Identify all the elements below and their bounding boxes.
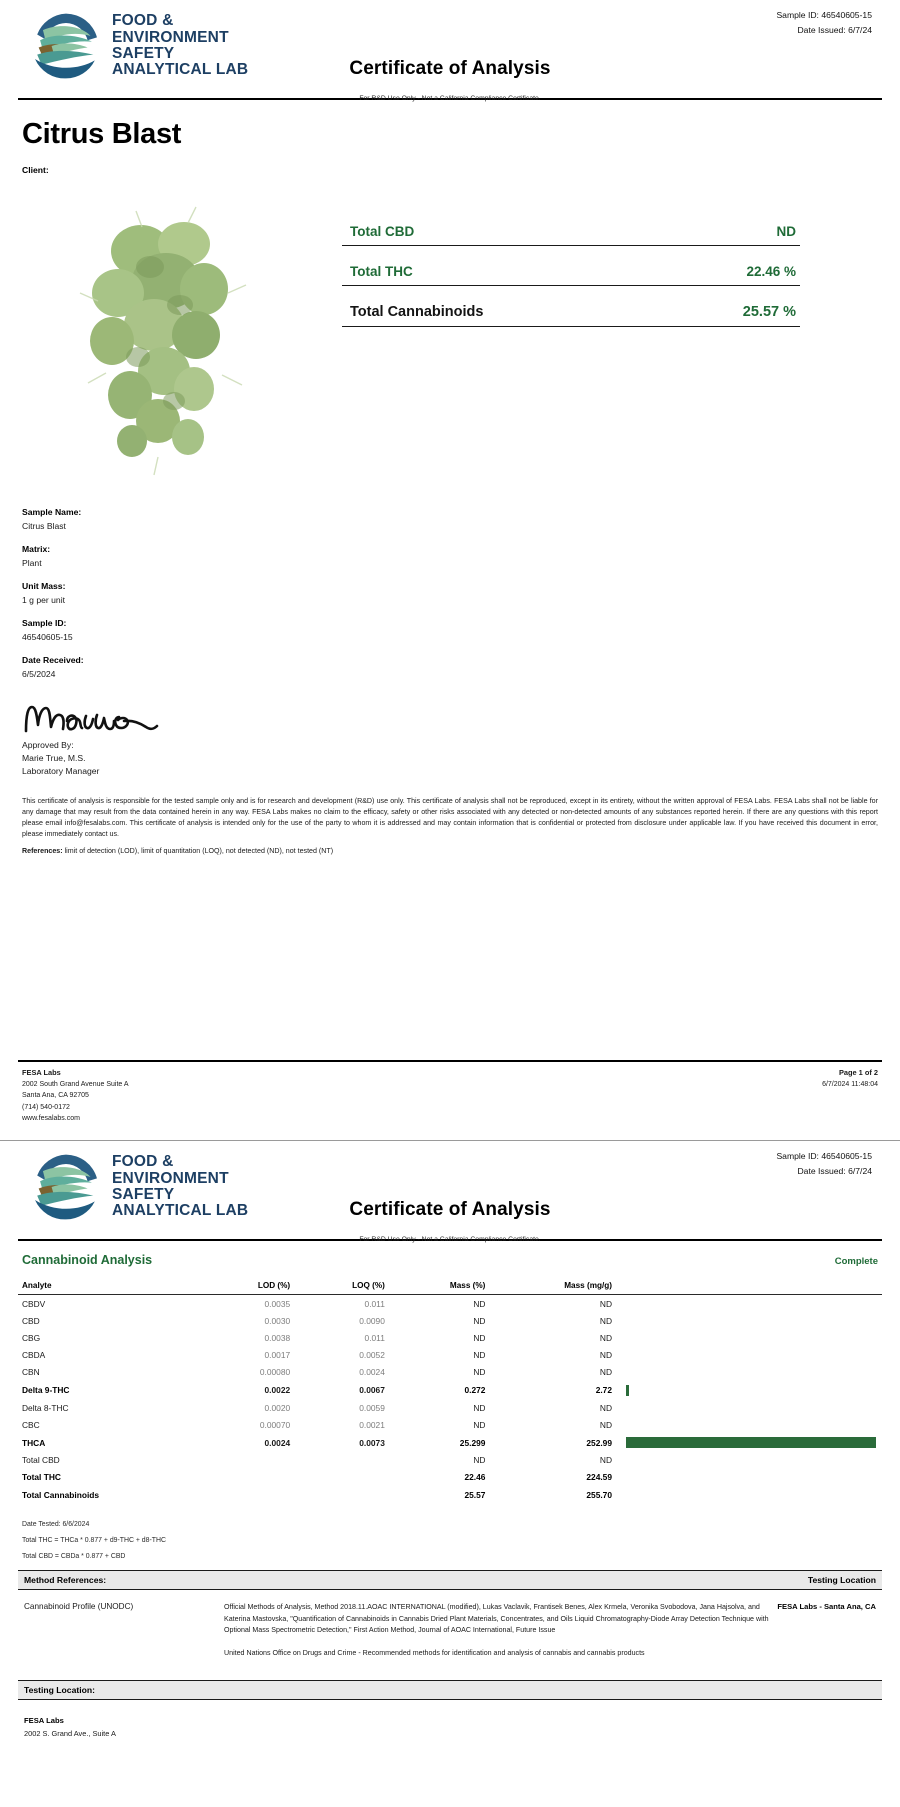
value-bar: [626, 1437, 876, 1448]
testing-lab-address: 2002 S. Grand Ave., Suite A: [24, 1729, 116, 1739]
cell-analyte: THCA: [22, 1437, 46, 1448]
cell-loq: 0.0021: [359, 1419, 385, 1430]
sample-fields: [22, 507, 318, 679]
page-title-page-2: Certificate of Analysis: [349, 1199, 551, 1220]
cell-mass-mgg: ND: [599, 1402, 612, 1413]
cell-mass-pct: 0.272: [464, 1385, 486, 1396]
method-paragraph-1: Official Methods of Analysis, Method 2018.11.AOAC INTERNATIONAL (modified), Lukas Vaclavik, Frantisek Benes, Alex Krmela, Veronika Svobodova, Jana Hajsolva, and Katerina Mastovska, "Quantification of Cannabinoids in Cannabis Dried Plant Materials, Concentrates, and Oils Liquid Chromatography-Diode Array Detection Technique with Optional Mass Spectrometric Detection," First Action Method, Journal of AOAC International, Future Issue: [224, 1603, 769, 1635]
cell-mass-mgg: ND: [599, 1332, 612, 1343]
cell-lod: [202, 1486, 296, 1503]
col-mass-pct: Mass (%): [391, 1281, 492, 1295]
cell-lod: 0.0022: [264, 1385, 291, 1396]
field-value: Citrus Blast: [22, 521, 66, 531]
cannabinoid-table-body: [18, 1295, 882, 1504]
field-value: 1 g per unit: [22, 595, 65, 605]
summary-table: [342, 219, 800, 327]
field-label: Matrix:: [22, 544, 51, 554]
cell-loq: [296, 1486, 391, 1503]
cell-bar: [618, 1381, 882, 1399]
brand-line-1: FOOD &: [112, 12, 174, 30]
cannabinoid-section-header: [18, 1253, 882, 1267]
header-date-issued: Date Issued: 6/7/24: [797, 25, 872, 36]
cell-mass-mgg: ND: [599, 1350, 612, 1361]
header-sample-meta: [776, 8, 872, 38]
rnd-disclaimer-note-page-2: For R&D Use Only - Not a California Compliance Certificate.: [359, 1236, 541, 1243]
field-matrix: [22, 544, 318, 568]
cell-lod: [202, 1452, 296, 1469]
summary-row-total-cannabinoids: [342, 299, 800, 327]
footer-website[interactable]: www.fesalabs.com: [22, 1114, 80, 1122]
footer-address-1: 2002 South Grand Avenue Suite A: [22, 1081, 129, 1089]
field-sample-id: [22, 618, 318, 642]
cell-mass-mgg: ND: [599, 1455, 612, 1466]
footer-divider: [18, 1060, 882, 1062]
table-row: [18, 1295, 882, 1313]
cell-mass-mgg: 255.70: [586, 1489, 612, 1500]
cell-mass-mgg: 224.59: [586, 1472, 612, 1483]
col-lod: LOD (%): [202, 1281, 296, 1295]
cell-analyte: CBDA: [22, 1350, 46, 1361]
cell-loq: [296, 1452, 391, 1469]
section-title: Cannabinoid Analysis: [22, 1253, 153, 1267]
col-analyte: Analyte: [18, 1281, 202, 1295]
cell-mass-pct: ND: [473, 1419, 486, 1430]
field-value: Plant: [22, 558, 42, 568]
cell-mass-pct: ND: [473, 1315, 486, 1326]
cell-bar: [618, 1469, 882, 1486]
table-row: [18, 1312, 882, 1329]
brand-line-2: ENVIRONMENT: [112, 28, 229, 46]
summary-row-total-thc: [342, 259, 800, 286]
summary-value: 22.46 %: [746, 264, 796, 279]
cell-loq: 0.011: [364, 1332, 385, 1343]
rnd-disclaimer-note: For R&D Use Only - Not a California Compliance Certificate.: [359, 95, 541, 102]
cell-mass-mgg: ND: [599, 1367, 612, 1378]
field-label: Sample Name:: [22, 507, 82, 517]
signature-icon: [20, 701, 170, 737]
cell-analyte: CBD: [22, 1315, 40, 1326]
approver-name: Marie True, M.S.: [22, 753, 86, 763]
table-row: [18, 1452, 882, 1469]
disclaimer-text: This certificate of analysis is responsible for the tested sample only and is for research and development (R&D) use only. This certificate of analysis shall not be reproduced, except in its entirety, without the written approval of FESA Labs. FESA Labs shall not be liable for any damage that may result from the data contained herein in any way. FESA Labs makes no claim to the efficacy, safety or other risks associated with any detected or non-detected amounts of any substances reported herein. If there are any questions with this report please email info@fesalabs.com. This certificate of analysis is intended only for the use of the party to whom it is addressed and may contain information that is confidential or protected from disclosure under applicable law. If you have received this document in error, please immediately contact us.: [22, 797, 878, 838]
cell-lod: 0.0017: [264, 1350, 291, 1361]
brand-line-4: ANALYTICAL LAB: [112, 1202, 249, 1220]
cell-bar: [618, 1329, 882, 1346]
cell-mass-pct: ND: [473, 1402, 486, 1413]
field-value: 6/5/2024: [22, 669, 56, 679]
field-label: Date Received:: [22, 655, 84, 665]
method-description: [224, 1602, 769, 1670]
cell-mass-pct: 25.299: [459, 1437, 486, 1448]
testing-location-title: Testing Location:: [24, 1685, 95, 1696]
table-row: [18, 1416, 882, 1433]
summary-value: ND: [776, 224, 796, 239]
table-row: [18, 1434, 882, 1452]
right-column: [318, 189, 882, 776]
cell-analyte: Total THC: [22, 1472, 61, 1483]
cell-mass-mgg: ND: [599, 1315, 612, 1326]
cell-bar: [618, 1347, 882, 1364]
brand-line-3: SAFETY: [112, 1186, 175, 1203]
cell-lod: 0.0024: [264, 1437, 291, 1448]
cell-lod: 0.0020: [264, 1402, 291, 1413]
brand-line-1: FOOD &: [112, 1153, 174, 1171]
field-value: 46540605-15: [22, 632, 73, 642]
table-row: [18, 1399, 882, 1416]
field-label: Sample ID:: [22, 618, 67, 628]
field-date-received: [22, 655, 318, 679]
cell-analyte: CBG: [22, 1332, 41, 1343]
calculation-notes: [22, 1521, 882, 1560]
cell-analyte: Total CBD: [22, 1455, 60, 1466]
cell-mass-pct: 25.57: [464, 1489, 486, 1500]
testing-lab-name: FESA Labs: [24, 1716, 64, 1726]
cell-mass-pct: ND: [473, 1455, 486, 1466]
method-testing-location: FESA Labs - Santa Ana, CA: [777, 1602, 876, 1612]
cell-mass-pct: ND: [473, 1298, 486, 1309]
brand-line-2: ENVIRONMENT: [112, 1169, 229, 1187]
summary-label: Total THC: [350, 264, 413, 279]
col-mass-mgg: Mass (mg/g): [491, 1281, 618, 1295]
page-2-header: [18, 1141, 882, 1243]
page-1-header: [18, 0, 882, 102]
cell-bar: [618, 1452, 882, 1469]
cell-analyte: CBN: [22, 1367, 40, 1378]
method-reference-row: [18, 1602, 882, 1670]
table-row: [18, 1469, 882, 1486]
approval-block: [22, 701, 318, 776]
brand-line-3: SAFETY: [112, 45, 175, 62]
testing-location-band: [18, 1680, 882, 1700]
brand-line-4: ANALYTICAL LAB: [112, 61, 249, 79]
product-title: Citrus Blast: [22, 118, 182, 150]
method-references-title: Method References:: [24, 1575, 107, 1586]
cell-loq: 0.0052: [359, 1350, 385, 1361]
client-label: Client:: [22, 165, 49, 175]
field-label: Unit Mass:: [22, 581, 66, 591]
col-loq: LOQ (%): [296, 1281, 391, 1295]
cell-loq: 0.0090: [359, 1315, 385, 1326]
cell-loq: [296, 1469, 391, 1486]
footer-timestamp: 6/7/2024 11:48:04: [822, 1081, 878, 1089]
footer-lab-name: FESA Labs: [22, 1068, 61, 1078]
method-references-band: [18, 1570, 882, 1590]
footer-lab-address: [22, 1067, 129, 1124]
testing-location-details: [18, 1700, 882, 1740]
summary-row-total-cbd: [342, 219, 800, 246]
summary-value: 25.57 %: [742, 304, 796, 320]
summary-label: Total Cannabinoids: [350, 304, 484, 320]
cannabinoid-table: [18, 1281, 882, 1503]
cell-mass-pct: ND: [473, 1332, 486, 1343]
table-row: [18, 1364, 882, 1381]
cell-mass-mgg: 2.72: [595, 1385, 612, 1396]
cell-loq: 0.011: [364, 1298, 385, 1309]
footer-address-2: Santa Ana, CA 92705: [22, 1092, 89, 1100]
testing-location-header: Testing Location: [807, 1575, 876, 1586]
total-thc-formula: Total THC = THCa * 0.877 + d9-THC + d8-THC: [22, 1537, 166, 1545]
cell-bar: [618, 1295, 882, 1313]
cell-bar: [618, 1399, 882, 1416]
total-cbd-formula: Total CBD = CBDa * 0.877 + CBD: [22, 1553, 126, 1561]
cell-loq: 0.0073: [359, 1437, 385, 1448]
references-text: limit of detection (LOD), limit of quantitation (LOQ), not detected (ND), not tested (NT): [64, 846, 334, 855]
references-label: References:: [22, 846, 63, 855]
cell-analyte: CBDV: [22, 1298, 46, 1309]
sample-photo: [46, 189, 308, 489]
footer-phone: (714) 540-0172: [22, 1103, 70, 1111]
status-badge: Complete: [834, 1256, 878, 1267]
table-header-row: [18, 1281, 882, 1295]
cell-lod: 0.00080: [259, 1367, 291, 1378]
page-1-body: [18, 189, 882, 776]
cell-bar: [618, 1364, 882, 1381]
header-sample-id: Sample ID: 46540605-15: [776, 10, 872, 20]
table-row: [18, 1329, 882, 1346]
cell-loq: 0.0024: [359, 1367, 385, 1378]
cell-loq: 0.0059: [359, 1402, 385, 1413]
references-line: [22, 847, 878, 855]
header-sample-meta-page-2: [776, 1149, 872, 1179]
cell-bar: [618, 1416, 882, 1433]
cell-mass-pct: 22.46: [464, 1472, 486, 1483]
cell-mass-mgg: ND: [599, 1419, 612, 1430]
cell-mass-pct: ND: [473, 1350, 486, 1361]
cell-bar: [618, 1312, 882, 1329]
cell-lod: 0.0038: [264, 1332, 291, 1343]
page-title: Certificate of Analysis: [349, 58, 551, 79]
table-row: [18, 1381, 882, 1399]
summary-label: Total CBD: [350, 224, 415, 239]
cell-loq: 0.0067: [359, 1385, 385, 1396]
cell-mass-mgg: 252.99: [586, 1437, 612, 1448]
cell-mass-mgg: ND: [599, 1298, 612, 1309]
footer-page-info: [822, 1067, 878, 1124]
page-1-footer: [18, 1060, 882, 1124]
method-name: Cannabinoid Profile (UNODC): [24, 1602, 134, 1612]
value-bar: [626, 1385, 629, 1396]
cell-mass-pct: ND: [473, 1367, 486, 1378]
approver-role: Laboratory Manager: [22, 766, 100, 776]
approved-by-label: Approved By:: [22, 740, 74, 750]
footer-page-label: Page 1 of 2: [838, 1068, 878, 1078]
cell-bar: [618, 1434, 882, 1452]
cell-lod: 0.00070: [259, 1419, 291, 1430]
method-paragraph-2: United Nations Office on Drugs and Crime - Recommended methods for identification and analysis of cannabis and cannabis products: [224, 1648, 645, 1657]
page-2: [0, 1141, 900, 1807]
table-row: [18, 1486, 882, 1503]
header-sample-id: Sample ID: 46540605-15: [776, 1151, 872, 1161]
cell-analyte: Total Cannabinoids: [22, 1489, 100, 1500]
cell-lod: 0.0035: [264, 1298, 291, 1309]
field-sample-name: [22, 507, 318, 531]
left-column: [18, 189, 318, 776]
cell-analyte: Delta 8-THC: [22, 1402, 69, 1413]
cell-lod: 0.0030: [264, 1315, 291, 1326]
header-date-issued: Date Issued: 6/7/24: [797, 1166, 872, 1177]
cell-analyte: CBC: [22, 1419, 40, 1430]
col-bar: [618, 1281, 882, 1295]
field-unit-mass: [22, 581, 318, 605]
table-row: [18, 1347, 882, 1364]
cell-analyte: Delta 9-THC: [22, 1385, 70, 1396]
cell-lod: [202, 1469, 296, 1486]
date-tested: Date Tested: 6/6/2024: [22, 1521, 90, 1529]
cell-bar: [618, 1486, 882, 1503]
